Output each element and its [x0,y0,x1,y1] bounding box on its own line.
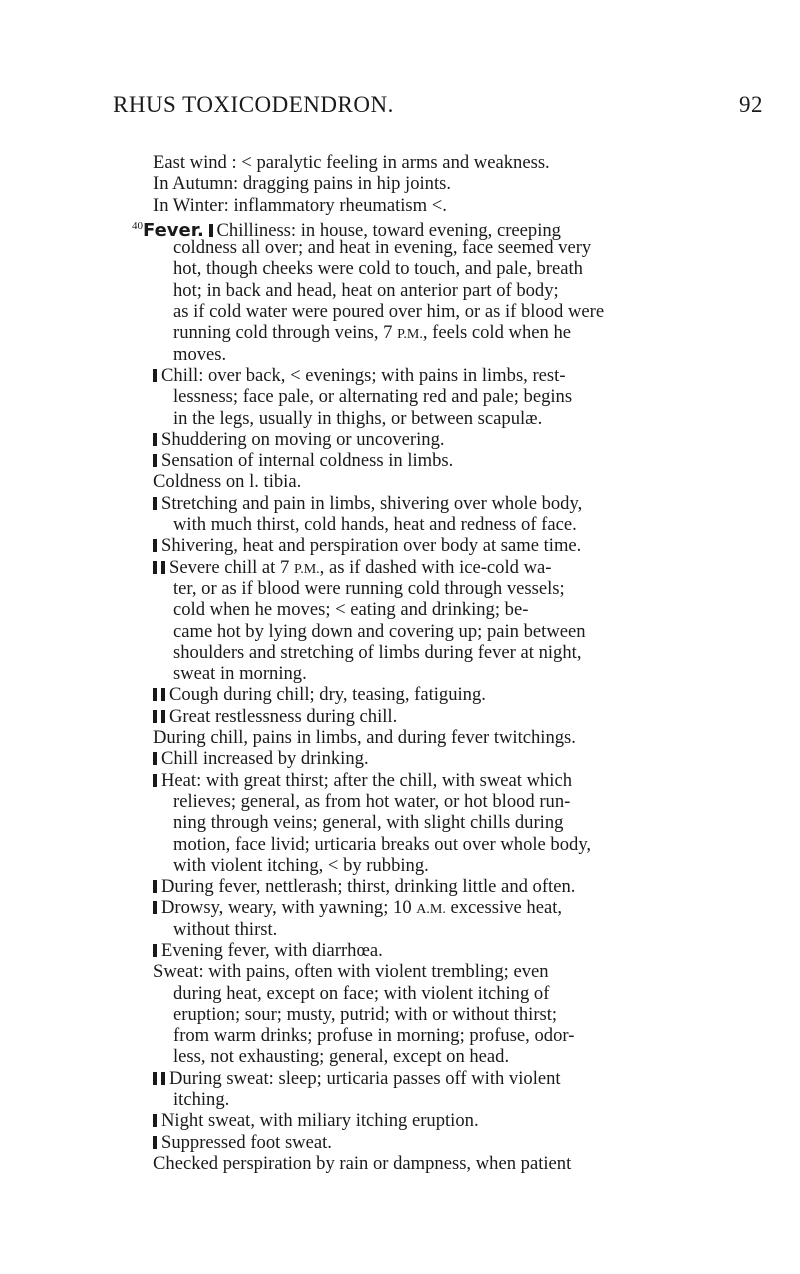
emphasis-marker-icon [153,1072,157,1085]
text-line: In Autumn: dragging pains in hip joints. [153,173,452,195]
text-line: Shuddering on moving or uncovering. [153,429,753,450]
emphasis-marker-icon [153,944,157,957]
text-line: eruption; sour; musty, putrid; with or without thirst; [173,1003,558,1025]
text-line: with violent itching, < by rubbing. [173,854,429,876]
text-line: motion, face livid; urticaria breaks out over whole body, [173,833,592,855]
section-heading-line: $^{40}$Fever. Chilliness: in house, toward evening, creeping [132,219,561,241]
text-line: Chill: over back, < evenings; with pains in limbs, rest- [153,365,753,386]
text-line: Sweat: with pains, often with violent trembling; even [153,961,549,983]
emphasis-marker-icon [153,774,157,787]
emphasis-marker-icon [153,688,157,701]
emphasis-marker-icon [153,710,157,723]
emphasis-marker-icon [153,1136,157,1149]
text-line: Checked perspiration by rain or dampness, when patient [153,1152,572,1174]
text-line: shoulders and stretching of limbs during fever at night, [173,641,582,663]
text-line: Stretching and pain in limbs, shivering over whole body, [153,493,753,514]
text-line: ning through veins; general, with slight chills during [173,812,564,834]
text-line: during heat, except on face; with violent itching of [173,982,550,1004]
text-line: itching. [173,1089,230,1111]
text-line: Shivering, heat and perspiration over body at same time. [153,535,753,556]
page-number: 92 [739,92,763,117]
text-line: Great restlessness during chill. [153,706,753,727]
text-line: without thirst. [173,918,278,940]
emphasis-marker-icon [161,688,165,701]
text-line: in the legs, usually in thighs, or between scapulæ. [173,407,543,429]
text-line: Sensation of internal coldness in limbs. [153,450,753,471]
text-line: East wind : < paralytic feeling in arms and weakness. [153,152,550,173]
text-line: hot, though cheeks were cold to touch, and pale, breath [173,258,583,280]
text-line: In Winter: inflammatory rheumatism <. [153,194,447,216]
text-line: moves. [173,343,227,365]
emphasis-marker-icon [153,497,157,510]
text-line: During sweat: sleep; urticaria passes off with violent [153,1068,753,1089]
text-line: sweat in morning. [173,663,307,685]
text-line: Heat: with great thirst; after the chill, with sweat which [153,770,753,791]
text-line: Chill increased by drinking. [153,748,753,769]
text-line: hot; in back and head, heat on anterior part of body; [173,279,559,301]
text-line: coldness all over; and heat in evening, face seemed very [173,237,592,259]
text-line: cold when he moves; < eating and drinking; be- [173,599,529,621]
text-line: ter, or as if blood were running cold through vessels; [173,577,565,599]
text-line: lessness; face pale, or alternating red and pale; begins [173,386,573,408]
emphasis-marker-icon [161,561,165,574]
text-line: During chill, pains in limbs, and during fever twitchings. [153,727,576,749]
text-line: Severe chill at 7 P.M., as if dashed with ice-cold wa- [153,557,753,578]
text-line: Evening fever, with diarrhœa. [153,940,753,961]
text-line: Suppressed foot sweat. [153,1132,753,1153]
text-line: Night sweat, with miliary itching eruption. [153,1110,753,1131]
text-line: Drowsy, weary, with yawning; 10 A.M. excessive heat, [153,897,753,918]
emphasis-marker-icon [153,1114,157,1127]
text-line: relieves; general, as from hot water, or hot blood run- [173,790,571,812]
section-number: 40 [132,219,143,232]
emphasis-marker-icon [153,880,157,893]
text-line: from warm drinks; profuse in morning; profuse, odor- [173,1025,575,1047]
emphasis-marker-icon [153,901,157,914]
text-line: During fever, nettlerash; thirst, drinking little and often. [153,876,753,897]
emphasis-marker-icon [153,369,157,382]
text-line: Cough during chill; dry, teasing, fatiguing. [153,684,753,705]
emphasis-marker-icon [153,561,157,574]
text-line: Coldness on l. tibia. [153,471,302,493]
emphasis-marker-icon [153,752,157,765]
text-line: with much thirst, cold hands, heat and redness of face. [173,514,577,536]
emphasis-marker-icon [153,539,157,552]
text-line: less, not exhausting; general, except on head. [173,1046,510,1068]
emphasis-marker-icon [161,1072,165,1085]
section-title: Fever. [143,219,204,241]
emphasis-marker-icon [153,454,157,467]
text-line: running cold through veins, 7 P.M., feels cold when he [173,322,572,344]
text-line: came hot by lying down and covering up; pain between [173,620,586,642]
page-body [132,152,753,1174]
page-header [113,92,763,122]
emphasis-marker-icon [161,710,165,723]
emphasis-marker-icon [209,224,213,237]
text-line: as if cold water were poured over him, or as if blood were [173,301,605,323]
emphasis-marker-icon [153,433,157,446]
running-title: RHUS TOXICODENDRON. [113,92,394,117]
